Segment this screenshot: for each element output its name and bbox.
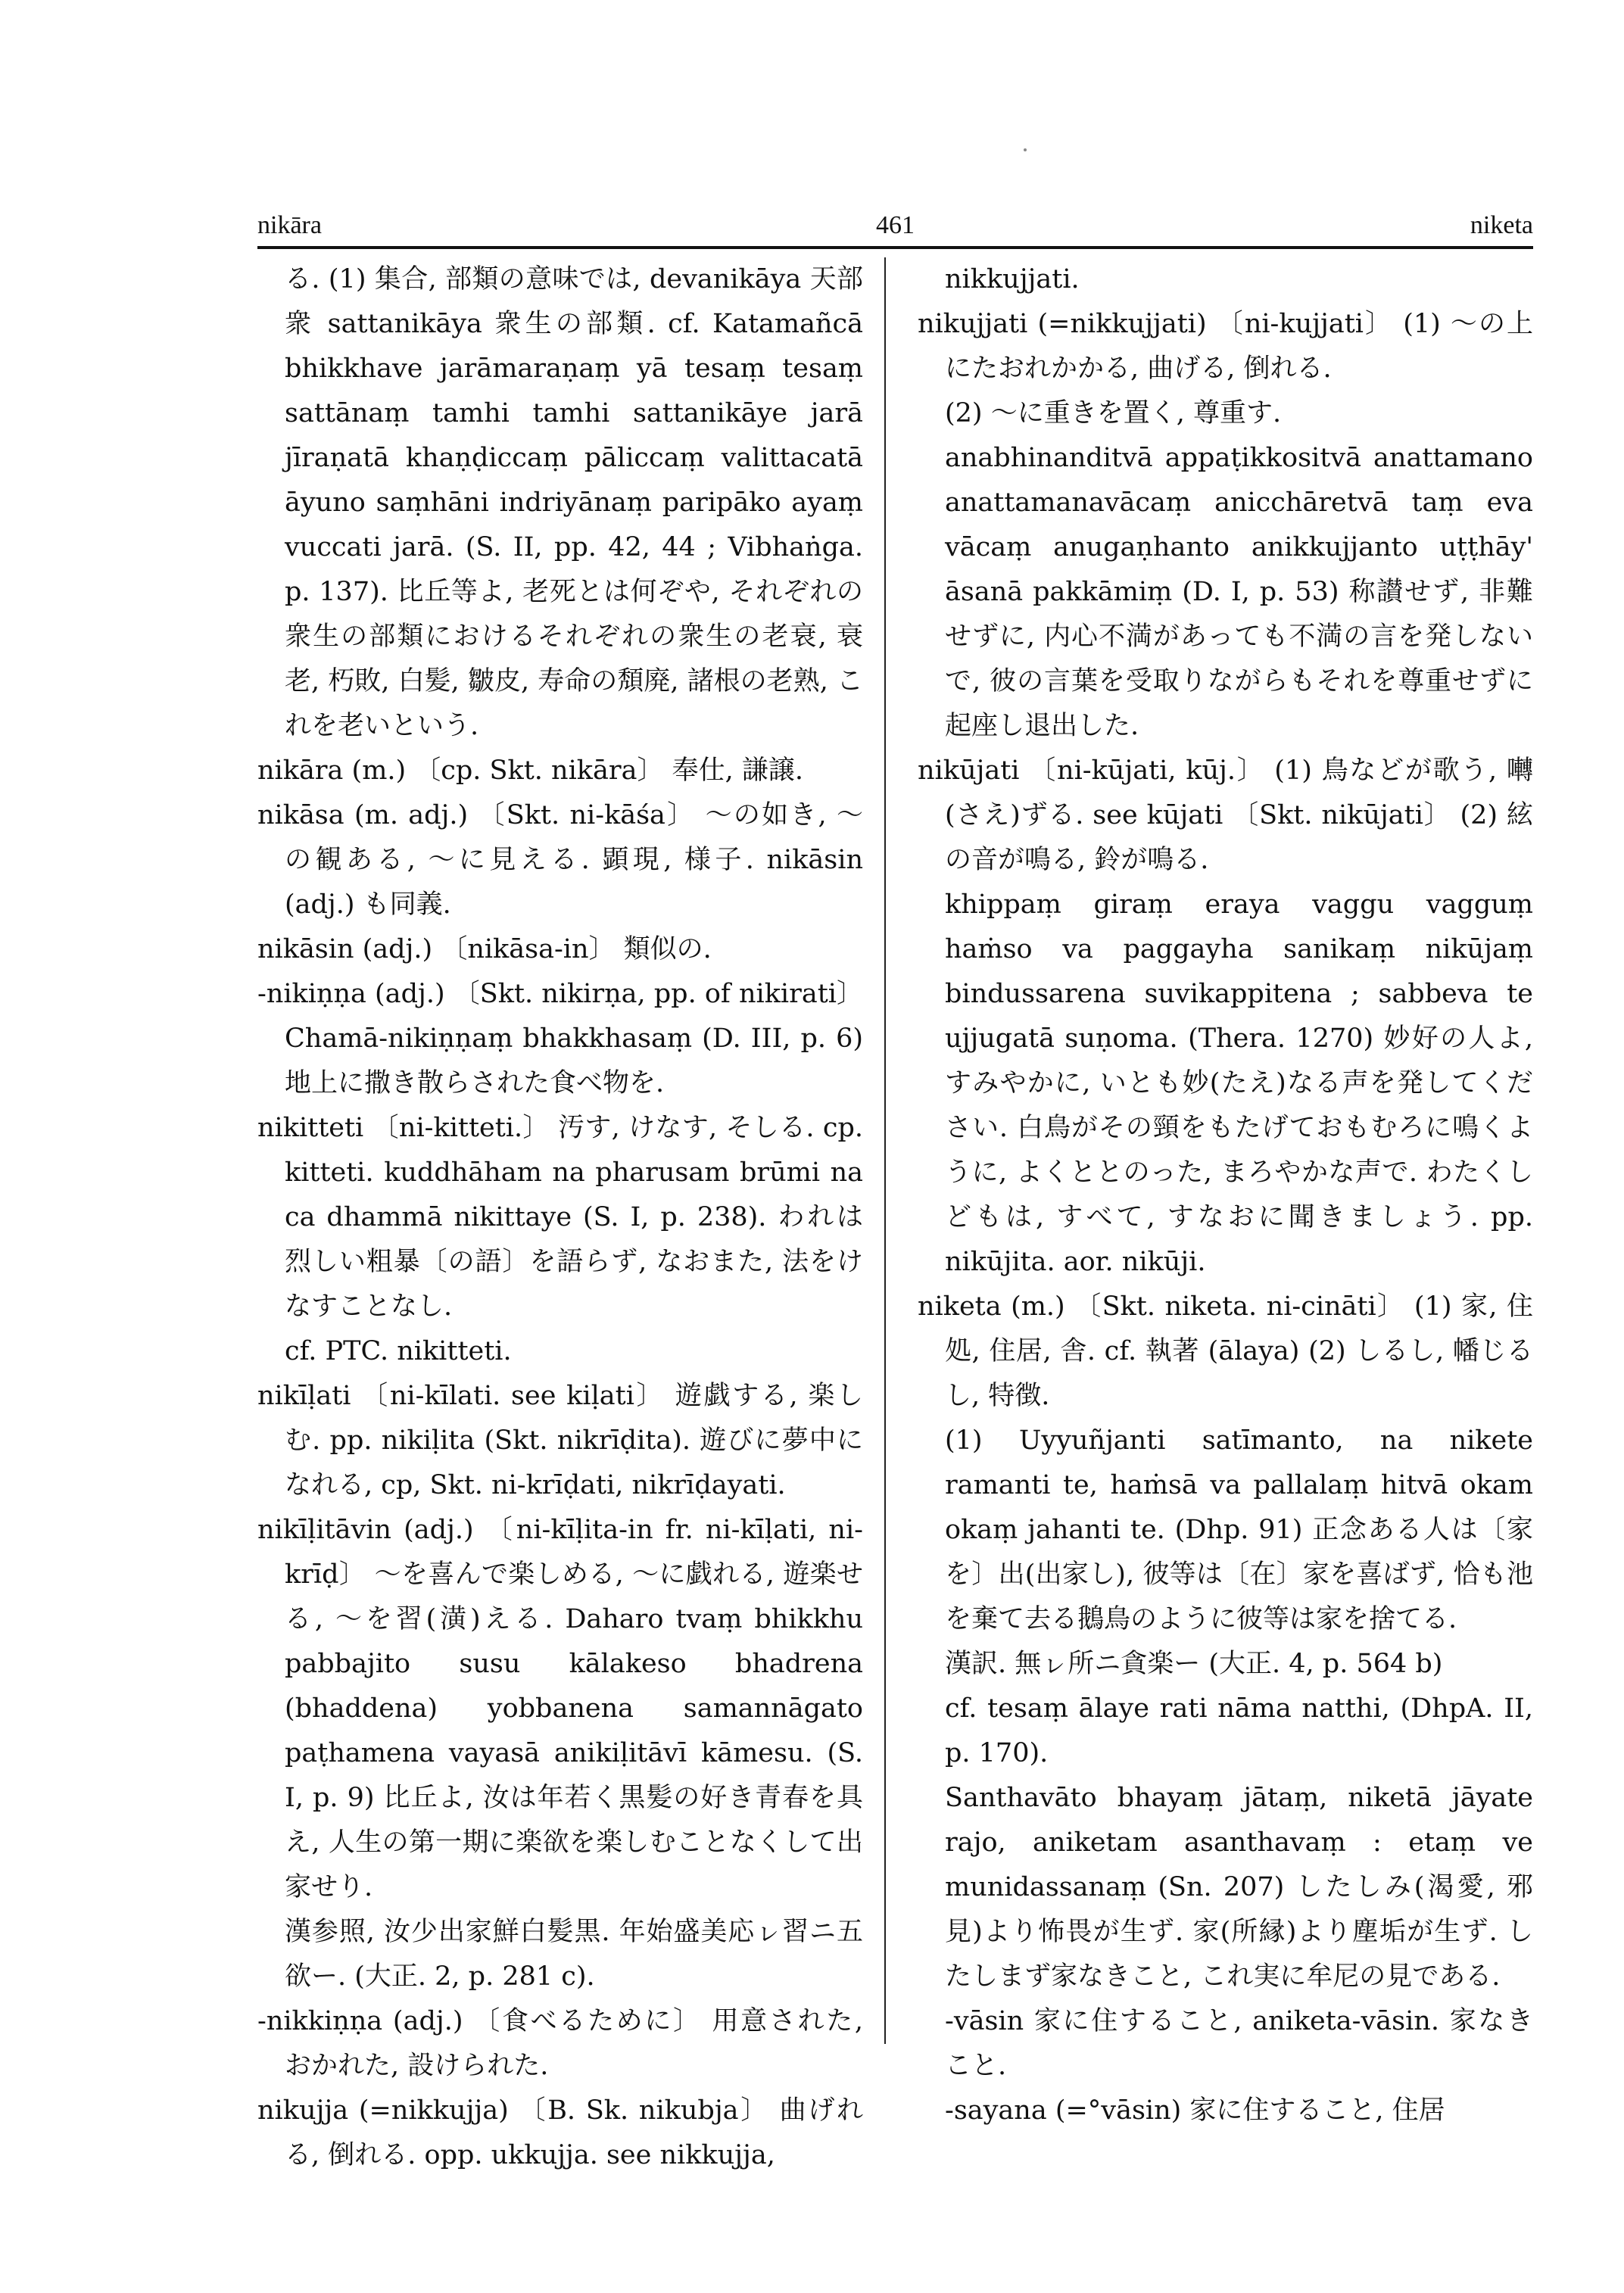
column-divider: [884, 257, 886, 2044]
entry-nikilati: nikīḷati 〔ni-kīlati. see kiḷati〕 遊戯する, 楽しむ. pp. nikiḷita (Skt. nikrīḍita). 遊びに夢中になれる, cp, Skt. ni-krīḍati, nikrīḍayati.: [257, 1381, 863, 1500]
entry-subtext: anabhinanditvā appaṭikkositvā anattamano anattamanavācaṃ anicchāretvā taṃ eva vācaṃ anugaṇhanto anikkujjanto uṭṭhāy' āsanā pakkāmiṃ (D. I, p. 53) 称讃せず, 非難せずに, 内心不満があっても不満の言を発しないで, 彼の言葉を受取りながらもそれを尊重せずに起座し退出した.: [945, 443, 1533, 741]
entry-subtext: khippaṃ giraṃ eraya vaggu vagguṃ haṁso va paggayha sanikaṃ nikūjaṃ bindussarena suvikappitena ; sabbeva te ujjugatā suṇoma. (Thera. 1270) 妙好の人よ, すみやかに, いとも妙(たえ)なる声を発してください. 白鳥がその頸をもたげておもむろに鳴くように, よくととのった, まろやかな声で. わたくしどもは, すべて, すなおに聞きましょう. pp. nikūjita. aor. nikūji.: [945, 889, 1533, 1277]
page-number: 461: [876, 211, 915, 239]
left-column: [257, 257, 863, 2178]
entry-subtext: cf. tesaṃ ālaye rati nāma natthi, (DhpA. II, p. 170).: [945, 1693, 1533, 1768]
entry-nikasa: nikāsa (m. adj.) 〔Skt. ni-kāśa〕 ～の如き, ～の観ある, ～に見える. 顕現, 様子. nikāsin (adj.) も同義.: [257, 800, 863, 920]
entry-subtext: -vāsin 家に住すること, aniketa-vāsin. 家なきこと.: [945, 2006, 1533, 2081]
entry-text: nikkujjati.: [945, 264, 1080, 294]
entry-subtext: 漢訳. 無ㇾ所ニ貪楽ー (大正. 4, p. 564 b): [945, 1649, 1443, 1679]
scan-speck: [1024, 148, 1027, 151]
entry-niketa: niketa (m.) 〔Skt. niketa. ni-cināti〕 (1) 家, 住処, 住居, 舎. cf. 執著 (ālaya) (2) しるし, 幡じるし, 特徴.: [918, 1291, 1533, 1411]
entry-nikinna: -nikiṇṇa (adj.) 〔Skt. nikirṇa, pp. of nikirati〕 Chamā-nikiṇṇaṃ bhakkhasaṃ (D. III, p. 6) 地上に撒き散らされた食べ物を.: [257, 979, 863, 1098]
entry-text: る. (1) 集合, 部類の意味では, devanikāya 天部衆 sattanikāya 衆生の部類. cf. Katamañcā bhikkhave jarāmaraṇaṃ yā tesaṃ tesaṃ sattānaṃ tamhi tamhi sattanikāye jarā jīraṇatā khaṇḍiccaṃ pāliccaṃ valittacatā āyuno saṃhāni indriyānaṃ paripāko ayaṃ vuccati jarā. (S. II, pp. 42, 44 ; Vibhaṅga. p. 137). 比丘等よ, 老死とは何ぞや, それぞれの衆生の部類におけるそれぞれの衆生の老衰, 衰老, 朽敗, 白髪, 皺皮, 寿命の頽廃, 諸根の老熟, これを老いという.: [285, 264, 863, 741]
entry-nikitteti: nikitteti 〔ni-kitteti.〕 汚す, けなす, そしる. cp. kitteti. kuddhāham na pharusam brūmi na ca dhammā nikittaye (S. I, p. 238). われは烈しい粗暴〔の語〕を語らず, なおまた, 法をけなすことなし.: [257, 1113, 863, 1322]
entry-nikasin: nikāsin (adj.) 〔nikāsa-in〕 類似の.: [257, 934, 712, 964]
right-guide-word: niketa: [1470, 211, 1533, 239]
entry-nikara: nikāra (m.) 〔cp. Skt. nikāra〕 奉仕, 謙譲.: [257, 756, 803, 786]
entry-subtext: Santhavāto bhayaṃ jātaṃ, niketā jāyate rajo, aniketam asanthavaṃ : etaṃ ve munidassanaṃ (Sn. 207) したしみ(渴愛, 邪見)より怖畏が生ず. 家(所縁)より塵垢が生ず. したしまず家なきこと, これ実に牟尼の見である.: [945, 1783, 1533, 1992]
entry-subtext: cf. PTC. nikitteti.: [285, 1336, 512, 1366]
entry-subtext: (2) ～に重きを置く, 尊重す.: [945, 398, 1282, 428]
entry-nikujati: nikūjati 〔ni-kūjati, kūj.〕 (1) 鳥などが歌う, 囀(さえ)ずる. see kūjati 〔Skt. nikūjati〕 (2) 絃の音が鳴る, 鈴が鳴る.: [918, 756, 1533, 875]
left-guide-word: nikāra: [257, 211, 322, 239]
entry-nikujjati: nikujjati (=nikkujjati) 〔ni-kujjati〕 (1) ～の上にたおれかかる, 曲げる, 倒れる.: [918, 309, 1533, 384]
entry-nikkinna: -nikkiṇṇa (adj.) 〔食べるために〕 用意された, おかれた, 設けられた.: [257, 2006, 863, 2081]
entry-subtext: -sayana (=°vāsin) 家に住すること, 住居: [945, 2095, 1445, 2126]
entry-nikilitavin: nikīḷitāvin (adj.) 〔ni-kīḷita-in fr. ni-kīḷati, ni-krīḍ〕 ～を喜んで楽しめる, ～に戯れる, 遊楽せる, ～を習(潢)える. Daharo tvaṃ bhikkhu pabbajito susu kālakeso bhadrena (bhaddena) yobbanena samannāgato paṭhamena vayasā anikiḷitāvī kāmesu. (S. I, p. 9) 比丘よ, 汝は年若く黒髪の好き青春を具え, 人生の第一期に楽欲を楽しむことなくして出家せり.: [257, 1515, 863, 1902]
header-rule: [257, 246, 1533, 249]
entry-subtext: (1) Uyyuñjanti satīmanto, na nikete ramanti te, haṁsā va pallalaṃ hitvā okam okaṃ jahanti te. (Dhp. 91) 正念ある人は〔家を〕出(出家し), 彼等は〔在〕家を喜ばず, 恰も池を棄て去る鵝鳥のように彼等は家を捨てる.: [945, 1425, 1533, 1634]
entry-subtext: 漢参照, 汝少出家鮮白髪黒. 年始盛美応ㇾ習ニ五欲ー. (大正. 2, p. 281 c).: [285, 1917, 863, 1992]
right-column: [918, 257, 1533, 2133]
page-header: [257, 203, 1533, 248]
entry-nikujja: nikujja (=nikkujja) 〔B. Sk. nikubja〕 曲げれる, 倒れる. opp. ukkujja. see nikkujja,: [257, 2095, 863, 2170]
